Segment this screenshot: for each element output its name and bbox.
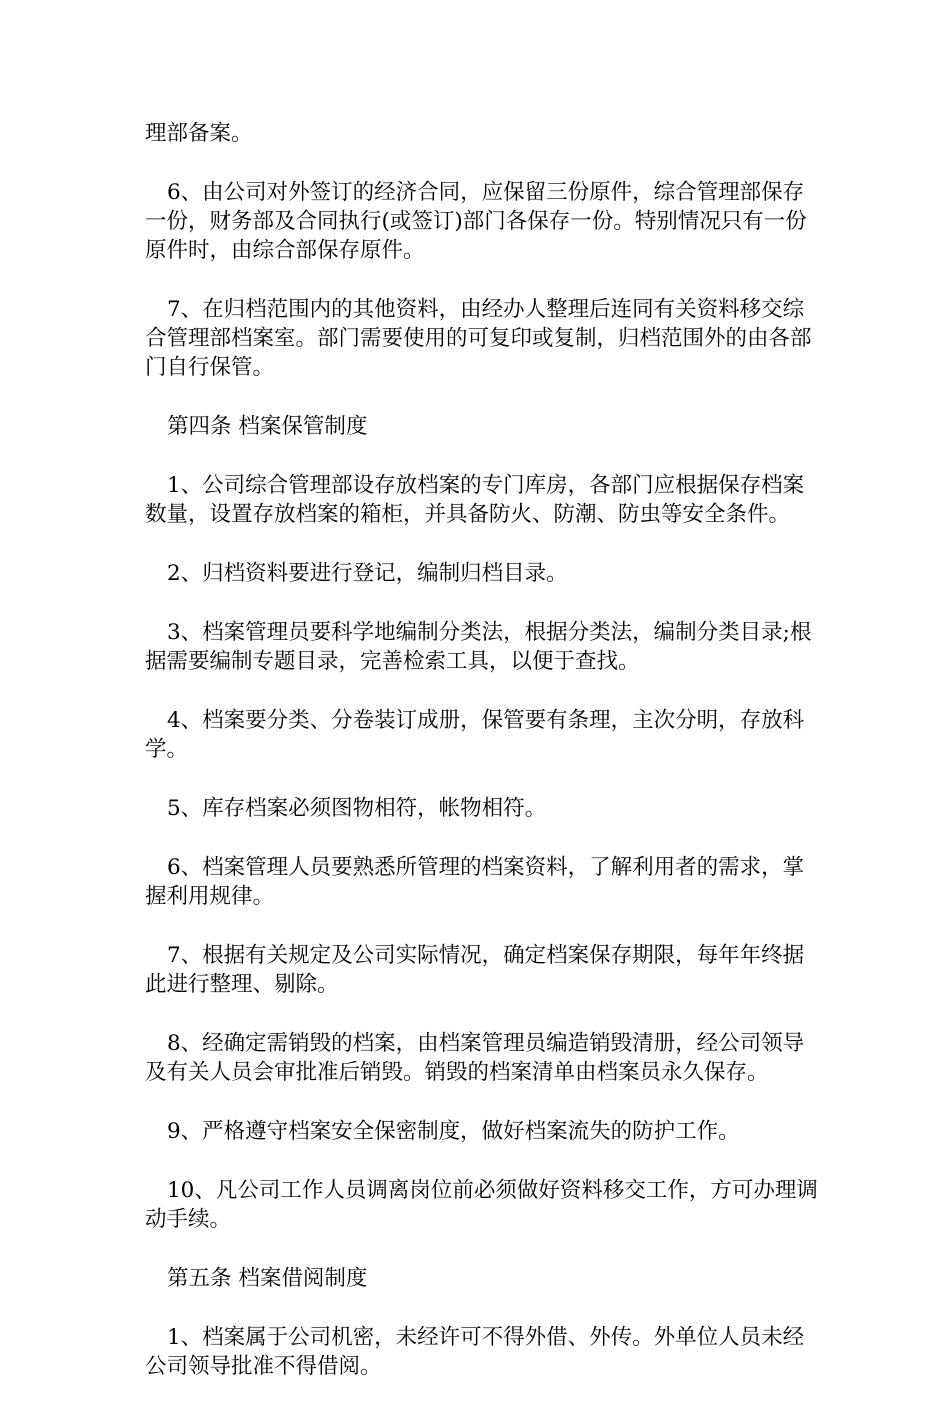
clause-item-3-classification: 3、档案管理员要科学地编制分类法，根据分类法，编制分类目录;根据需要编制专题目录，完善检索工具，以便于查找。: [145, 620, 812, 674]
clause-item-6-contracts: 6、由公司对外签订的经济合同，应保留三份原件，综合管理部保存一份，财务部及合同执行(或签订)部门各保存一份。特别情况只有一份原件时，由综合部保存原件。: [145, 180, 807, 263]
clause-item-9-security: 9、严格遵守档案安全保密制度，做好档案流失的防护工作。: [167, 1119, 740, 1144]
clause-item-5-inventory: 5、库存档案必须图物相符，帐物相符。: [167, 796, 547, 821]
clause-item-1-storage-room: 1、公司综合管理部设存放档案的专门库房，各部门应根据保存档案数量，设置存放档案的箱柜，并具备防火、防潮、防虫等安全条件。: [145, 473, 805, 527]
clause-item-7-retention: 7、根据有关规定及公司实际情况，确定档案保存期限，每年年终据此进行整理、剔除。: [145, 943, 805, 997]
clause-item-4-binding: 4、档案要分类、分卷装订成册，保管要有条理，主次分明，存放科学。: [145, 708, 805, 762]
clause-item-7-other-materials: 7、在归档范围内的其他资料，由经办人整理后连同有关资料移交综合管理部档案室。部门需要使用的可复印或复制，归档范围外的由各部门自行保管。: [145, 297, 812, 380]
section-heading-article-4: 第四条 档案保管制度: [167, 414, 368, 439]
clause-item-2-registration: 2、归档资料要进行登记，编制归档目录。: [167, 561, 568, 586]
clause-item-8-destruction: 8、经确定需销毁的档案，由档案管理员编造销毁清册，经公司领导及有关人员会审批准后销毁。销毁的档案清单由档案员永久保存。: [145, 1031, 805, 1085]
section-heading-article-5: 第五条 档案借阅制度: [167, 1266, 368, 1291]
clause-item-10-handover: 10、凡公司工作人员调离岗位前必须做好资料移交工作，方可办理调动手续。: [145, 1178, 818, 1232]
clause-item-1-confidentiality: 1、档案属于公司机密，未经许可不得外借、外传。外单位人员未经公司领导批准不得借阅。: [145, 1325, 805, 1379]
clause-item-6-familiarity: 6、档案管理人员要熟悉所管理的档案资料，了解利用者的需求，掌握利用规律。: [145, 855, 805, 909]
document-body: [145, 119, 825, 1411]
paragraph-continuation: 理部备案。: [145, 121, 253, 146]
